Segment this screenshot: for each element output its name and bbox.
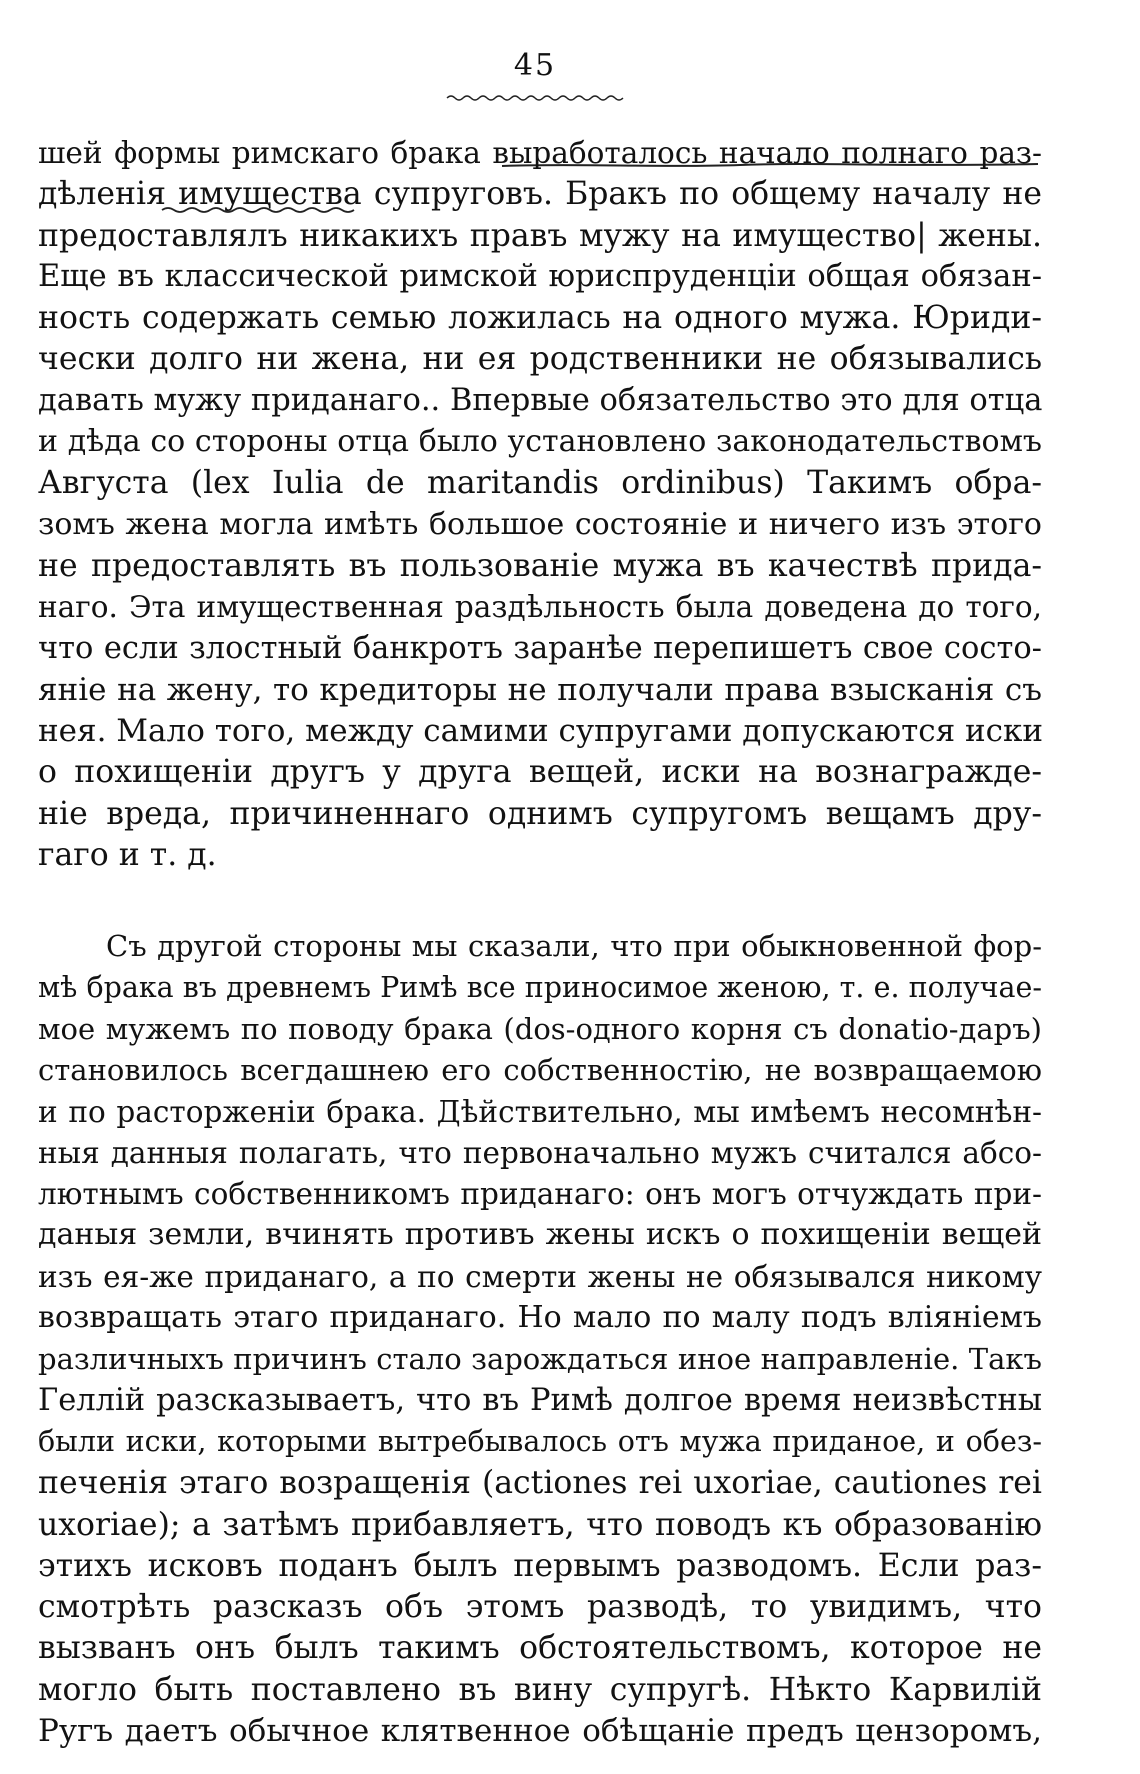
text-line: возвращать этаго приданаго. Но мало по малу подъ вліяніемъ: [38, 1300, 1042, 1336]
text-line: смотрѣть разсказъ объ этомъ разводѣ, то увидимъ, что: [38, 1589, 1042, 1626]
text-line: даныя земли, вчинять противъ жены искъ о похищеніи вещей: [38, 1217, 1042, 1253]
text-line: нея. Мало того, между самими супругами допускаются иски: [38, 713, 1044, 750]
text-line: яніе на жену, то кредиторы не получали права взысканія съ: [38, 671, 1042, 708]
text-line: ныя данныя полагать, что первоначально мужъ считался абсо-: [38, 1135, 1042, 1170]
text-line: не предоставлять въ пользованіе мужа въ качествѣ прида-: [38, 547, 1042, 584]
text-line: Геллій разсказываетъ, что въ Римѣ долгое время неизвѣстны: [38, 1382, 1042, 1418]
text-line: изъ ея-же приданаго, а по смерти жены не обязывался никому: [38, 1259, 1042, 1294]
text-line: мѣ брака въ древнемъ Римѣ все приносимое женою, т. е. получае-: [38, 970, 1042, 1004]
text-line: и по расторженіи брака. Дѣйствительно, мы имѣемъ несомнѣн-: [38, 1094, 1042, 1129]
text-line: Ругъ даетъ обычное клятвенное обѣщаніе предъ цензоромъ,: [38, 1713, 1042, 1749]
text-line: что если злостный банкротъ заранѣе перепишетъ свое состо-: [38, 630, 1042, 666]
text-line: Еще въ классической римской юриспруденціи общая обязан-: [38, 258, 1042, 294]
text-line: различныхъ причинъ стало зарождаться иное направленіе. Такъ: [38, 1342, 1042, 1377]
text-line: мое мужемъ по поводу брака (dos-одного корня съ donatio-даръ): [38, 1011, 1042, 1046]
text-line: и дѣда со стороны отца было установлено законодательствомъ: [38, 424, 1042, 460]
text-line: вызванъ онъ былъ такимъ обстоятельствомъ, которое не: [38, 1630, 1042, 1667]
text-line: могло быть поставлено въ вину супругѣ. Нѣкто Карвилій: [38, 1671, 1042, 1708]
text-line: Августа (lex Iulia de maritandis ordinibus) Такимъ обра-: [38, 465, 1042, 502]
text-line: Съ другой стороны мы сказали, что при обыкновенной фор-: [106, 929, 1042, 964]
text-line: ніе вреда, причиненнаго однимъ супругомъ вещамъ дру-: [38, 795, 1042, 832]
text-line: дѣленія имущества супруговъ. Бракъ по общему началу не: [38, 176, 1042, 213]
text-line: этихъ исковъ поданъ былъ первымъ разводомъ. Если раз-: [38, 1547, 1042, 1584]
text-line: чески долго ни жена, ни ея родственники не обязывались: [38, 341, 1042, 378]
text-line: зомъ жена могла имѣть большое состояніе и ничего изъ этого: [38, 506, 1042, 542]
text-line: uxoriae); а затѣмъ прибавляетъ, что поводъ къ образованію: [38, 1506, 1042, 1543]
text-line: наго. Эта имущественная раздѣльность была доведена до того,: [38, 590, 1042, 625]
text-line: давать мужу приданаго.. Впервые обязательство это для отца: [38, 382, 1043, 418]
text-line: лютнымъ собственникомъ приданаго: онъ могъ отчуждать при-: [38, 1177, 1042, 1212]
text-line: предоставлялъ никакихъ правъ мужу на имущество| жены.: [38, 217, 1042, 254]
text-line: печенія этаго возращенія (actiones rei uxoriae, cautiones rei: [38, 1465, 1042, 1502]
text-line: становилось всегдашнею его собственностію, не возвращаемою: [38, 1053, 1042, 1088]
text-line: ность содержать семью ложилась на одного мужа. Юриди-: [38, 300, 1042, 337]
text-line: о похищеніи другъ у друга вещей, иски на вознагражде-: [38, 754, 1042, 791]
text-line: были иски, которыми вытребывалось отъ мужа приданое, и обез-: [38, 1424, 1042, 1458]
text-line: шей формы римскаго брака выработалось начало полнаго раз-: [38, 136, 1042, 170]
text-line: гаго и т. д.: [38, 837, 217, 874]
wavy-rule-ornament: [445, 92, 625, 104]
page-number: 45: [513, 48, 557, 83]
